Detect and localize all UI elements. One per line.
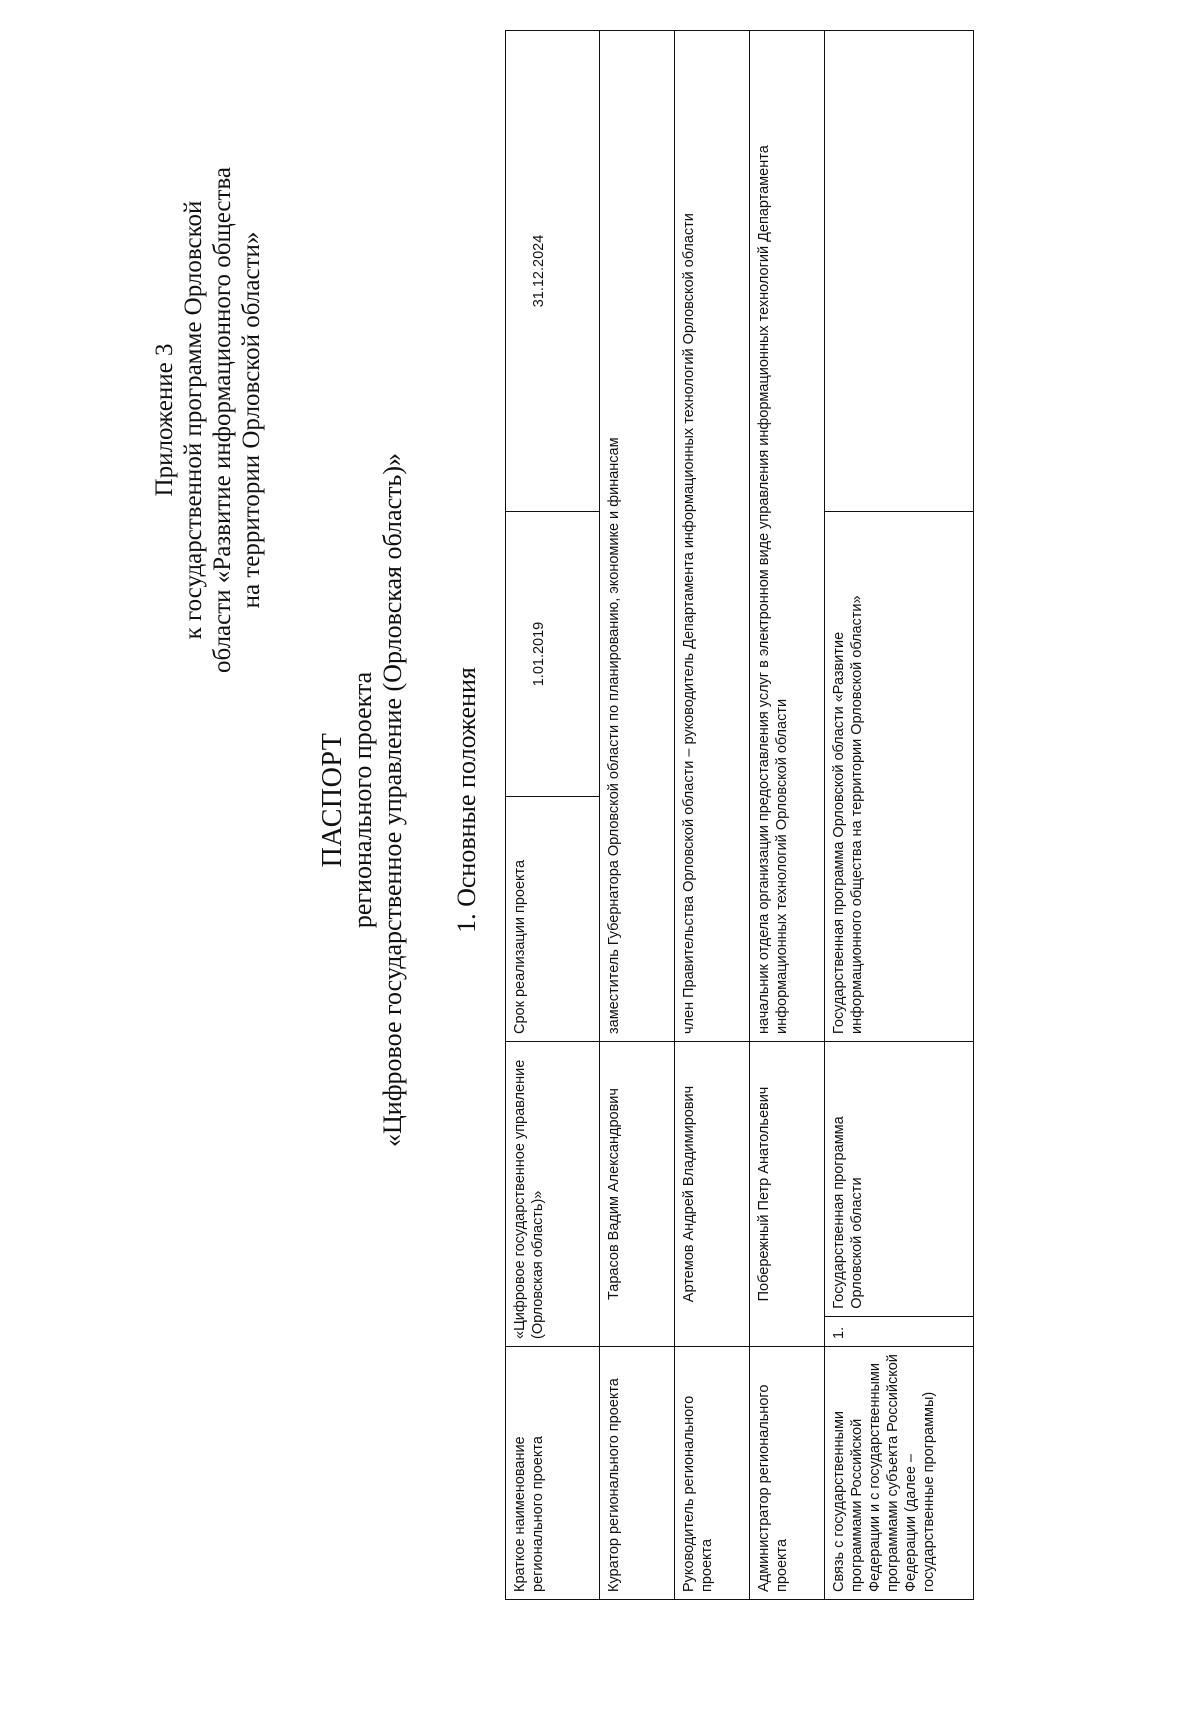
appendix-line-3: области «Развитие информационного общества (209, 166, 236, 674)
project-name: «Цифровое государственное управление (Орловская область)» (378, 453, 407, 1147)
passport-table (505, 30, 974, 1600)
link-program-full: Государственная программа Орловской области «Развитие информационного общества на территории Орловской области» (825, 512, 974, 1042)
link-label: Связь с государственными программами Российской Федерации и с государственными программами субъекта Российской Федерации (далее – государственные программы) (825, 1347, 974, 1600)
curator-label: Куратор регионального проекта (600, 1347, 675, 1600)
passport-title: ПАСПОРТ (317, 732, 348, 868)
section-title: 1. Основные положения (452, 667, 481, 933)
admin-name: Побережный Петр Анатольевич (750, 1042, 825, 1347)
head-label: Руководитель регионального проекта (675, 1347, 750, 1600)
passport-subtitle: регионального проекта (348, 671, 377, 929)
term-label: Срок реализации проекта (506, 797, 600, 1042)
term-start: 1.01.2019 (506, 512, 600, 797)
admin-label: Администратор регионального проекта (750, 1347, 825, 1600)
appendix-line-2: к государственной программе Орловской (180, 200, 207, 640)
passport-heading (318, 410, 408, 1190)
link-number: 1. (825, 1316, 974, 1346)
short-name-label: Краткое наименование регионального проекта (506, 1347, 600, 1600)
appendix-header (150, 140, 266, 700)
appendix-line-4: на территории Орловской области» (238, 231, 265, 609)
table-row (506, 31, 600, 1600)
table-row (600, 31, 675, 1600)
curator-name: Тарасов Вадим Александрович (600, 1042, 675, 1347)
curator-position: заместитель Губернатора Орловской области по планированию, экономике и финансам (600, 31, 675, 1042)
empty-cell (825, 31, 974, 512)
admin-position: начальник отдела организации предоставления услуг в электронном виде управления информационных технологий Департамента информационных технологий Орловской области (750, 31, 825, 1042)
link-program-short: Государственная программа Орловской области (825, 1042, 974, 1317)
short-name-value: «Цифровое государственное управление (Орловская область)» (506, 1042, 600, 1347)
table-row (675, 31, 750, 1600)
head-name: Артемов Андрей Владимирович (675, 1042, 750, 1347)
appendix-number: Приложение 3 (151, 343, 178, 497)
table-row (825, 31, 974, 1600)
table-row (750, 31, 825, 1600)
term-end: 31.12.2024 (506, 31, 600, 512)
head-position: член Правительства Орловской области – руководитель Департамента информационных технологий Орловской области (675, 31, 750, 1042)
